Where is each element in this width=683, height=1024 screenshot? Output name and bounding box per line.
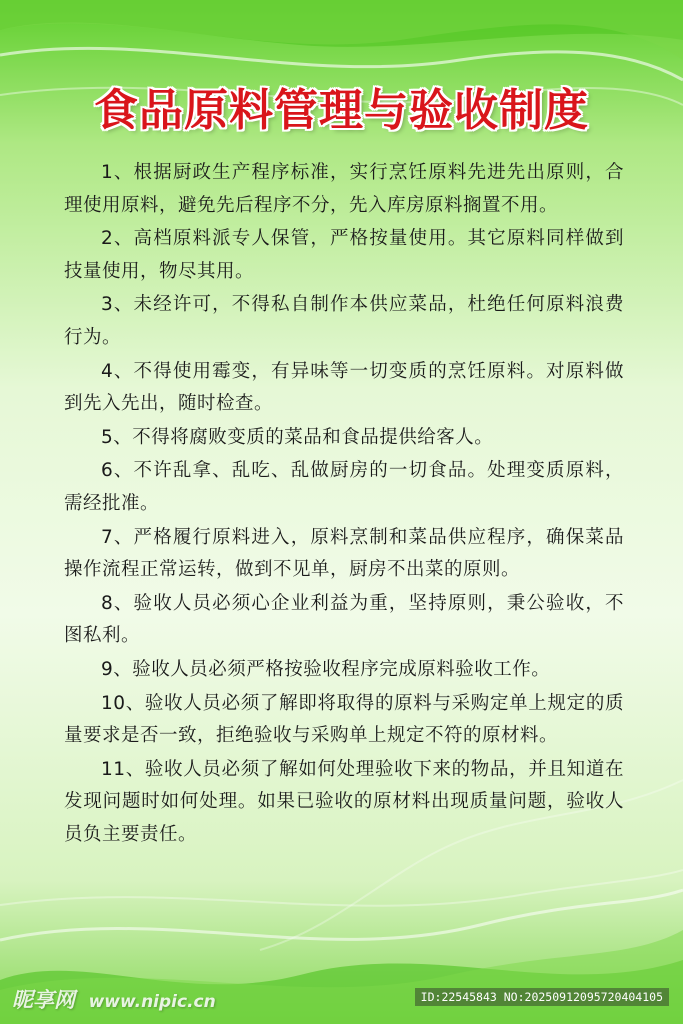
rule-item: 2、高档原料派专人保管，严格按量使用。其它原料同样做到技量使用，物尽其用。 (64, 228, 624, 282)
rule-item: 10、验收人员必须了解即将取得的原料与采购定单上规定的质量要求是否一致，拒绝验收与采购单上规定不符的原材料。 (64, 692, 624, 747)
rule-item: 7、严格履行原料进入，原料烹制和菜品供应程序，确保菜品操作流程正常运转，做到不见单，厨房不出菜的原则。 (64, 526, 624, 581)
rules-list (64, 157, 624, 853)
watermark-url: www.nipic.cn (88, 992, 216, 1012)
page-title: 食品原料管理与验收制度 (94, 85, 589, 136)
rule-item: 8、验收人员必须心企业利益为重，坚持原则，秉公验收，不图私利。 (64, 592, 624, 647)
rule-item: 9、验收人员必须严格按验收程序完成原料验收工作。 (101, 659, 551, 680)
image-id-label: ID:22545843 NO:20250912095720404105 (415, 988, 669, 1006)
rule-item: 5、不得将腐败变质的菜品和食品提供给客人。 (101, 426, 494, 448)
watermark (12, 984, 216, 1014)
watermark-brand: 昵享网 (12, 988, 75, 1012)
rule-item: 4、不得使用霉变，有异味等一切变质的烹饪原料。对原料做到先入先出，随时检查。 (64, 360, 624, 415)
rule-item: 1、根据厨政生产程序标准，实行烹饪原料先进先出原则，合理使用原料，避免先后程序不分，先入库房原料搁置不用。 (64, 162, 624, 216)
rule-item: 6、不许乱拿、乱吃、乱做厨房的一切食品。处理变质原料，需经批准。 (64, 460, 624, 514)
rule-item: 3、未经许可，不得私自制作本供应菜品，杜绝任何原料浪费行为。 (64, 294, 624, 348)
rule-item: 11、验收人员必须了解如何处理验收下来的物品，并且知道在发现问题时如何处理。如果已验收的原材料出现质量问题，验收人员负主要责任。 (64, 758, 624, 845)
